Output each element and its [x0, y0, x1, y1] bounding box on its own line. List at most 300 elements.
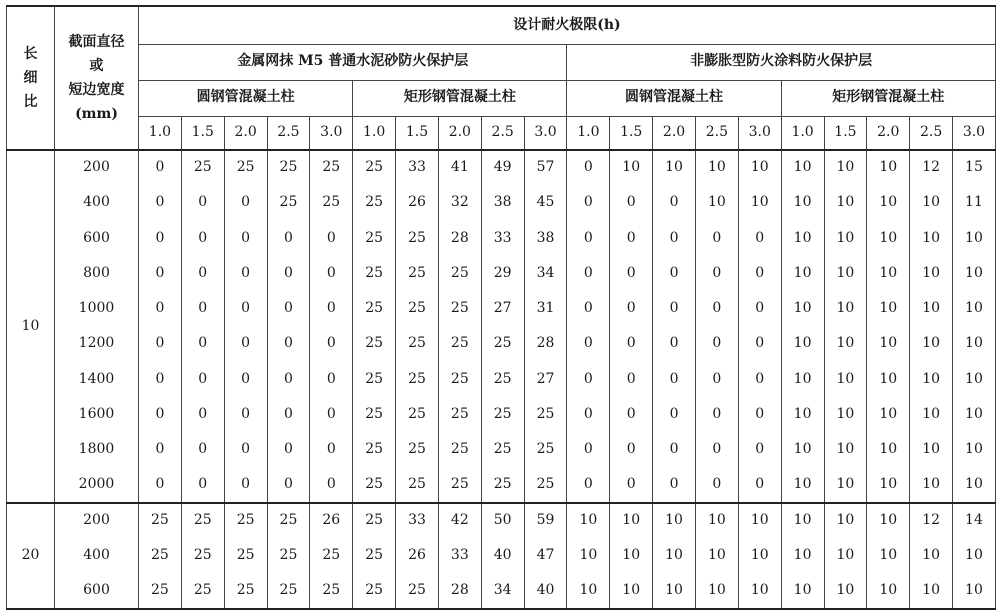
- thickness-cell: 0: [567, 185, 610, 220]
- thickness-cell: 0: [567, 291, 610, 326]
- thickness-cell: 10: [781, 397, 824, 432]
- thickness-cell: 0: [653, 256, 696, 291]
- thickness-cell: 10: [653, 150, 696, 185]
- thickness-cell: 25: [353, 503, 396, 538]
- thickness-cell: 0: [310, 291, 353, 326]
- thickness-cell: 25: [396, 362, 439, 397]
- thickness-cell: 10: [781, 291, 824, 326]
- thickness-cell: 0: [139, 432, 182, 467]
- fire-hour-header: 3.0: [524, 116, 567, 150]
- thickness-cell: 0: [224, 468, 267, 503]
- thickness-cell: 25: [310, 538, 353, 573]
- thickness-cell: 32: [438, 185, 481, 220]
- thickness-cell: 10: [653, 503, 696, 538]
- thickness-cell: 0: [653, 291, 696, 326]
- thickness-cell: 15: [953, 150, 996, 185]
- thickness-cell: 50: [481, 503, 524, 538]
- thickness-cell: 0: [139, 468, 182, 503]
- thickness-cell: 0: [181, 468, 224, 503]
- thickness-cell: 0: [567, 150, 610, 185]
- thickness-cell: 0: [695, 397, 738, 432]
- thickness-cell: 10: [910, 291, 953, 326]
- thickness-cell: 10: [781, 503, 824, 538]
- thickness-cell: 0: [224, 397, 267, 432]
- thickness-cell: 0: [738, 291, 781, 326]
- thickness-cell: 10: [738, 150, 781, 185]
- thickness-cell: 0: [610, 432, 653, 467]
- fire-hour-header: 2.5: [910, 116, 953, 150]
- thickness-cell: 10: [867, 432, 910, 467]
- thickness-cell: 25: [396, 574, 439, 609]
- thickness-cell: 0: [610, 468, 653, 503]
- thickness-cell: 0: [738, 468, 781, 503]
- thickness-cell: 25: [396, 432, 439, 467]
- thickness-cell: 25: [438, 256, 481, 291]
- table-row: [7, 468, 996, 503]
- thickness-cell: 10: [910, 397, 953, 432]
- thickness-cell: 25: [438, 326, 481, 361]
- fire-hour-header: 1.5: [824, 116, 867, 150]
- thickness-cell: 0: [224, 362, 267, 397]
- fire-hour-header: 2.0: [653, 116, 696, 150]
- thickness-cell: 0: [267, 291, 310, 326]
- thickness-cell: 25: [267, 538, 310, 573]
- thickness-cell: 10: [824, 432, 867, 467]
- thickness-cell: 0: [267, 326, 310, 361]
- thickness-cell: 10: [867, 291, 910, 326]
- thickness-cell: 0: [139, 221, 182, 256]
- thickness-cell: 0: [181, 326, 224, 361]
- thickness-cell: 10: [867, 256, 910, 291]
- thickness-cell: 10: [910, 256, 953, 291]
- thickness-cell: 0: [310, 221, 353, 256]
- thickness-cell: 10: [781, 326, 824, 361]
- thickness-cell: 10: [953, 362, 996, 397]
- thickness-cell: 10: [910, 326, 953, 361]
- thickness-cell: 10: [781, 256, 824, 291]
- thickness-cell: 26: [396, 185, 439, 220]
- thickness-cell: 10: [738, 185, 781, 220]
- round-column-header: 圆钢管混凝土柱: [567, 80, 781, 116]
- thickness-cell: 10: [695, 538, 738, 573]
- thickness-cell: 25: [224, 503, 267, 538]
- thickness-cell: 25: [267, 185, 310, 220]
- fire-hour-header: 1.5: [181, 116, 224, 150]
- thickness-cell: 0: [139, 326, 182, 361]
- thickness-cell: 0: [695, 221, 738, 256]
- thickness-cell: 25: [139, 503, 182, 538]
- thickness-cell: 14: [953, 503, 996, 538]
- thickness-cell: 10: [567, 574, 610, 609]
- thickness-cell: 0: [567, 256, 610, 291]
- thickness-cell: 0: [653, 397, 696, 432]
- thickness-cell: 25: [353, 574, 396, 609]
- thickness-cell: 0: [267, 397, 310, 432]
- thickness-cell: 0: [181, 432, 224, 467]
- thickness-cell: 10: [867, 503, 910, 538]
- thickness-cell: 0: [224, 256, 267, 291]
- thickness-cell: 10: [910, 221, 953, 256]
- thickness-cell: 10: [781, 574, 824, 609]
- thickness-cell: 25: [438, 468, 481, 503]
- thickness-cell: 10: [910, 574, 953, 609]
- thickness-cell: 25: [353, 256, 396, 291]
- fire-hour-header: 2.0: [867, 116, 910, 150]
- thickness-cell: 10: [653, 574, 696, 609]
- thickness-cell: 33: [396, 503, 439, 538]
- thickness-cell: 25: [224, 574, 267, 609]
- thickness-cell: 25: [481, 362, 524, 397]
- thickness-cell: 25: [524, 432, 567, 467]
- thickness-cell: 25: [524, 468, 567, 503]
- thickness-cell: 25: [481, 432, 524, 467]
- thickness-cell: 0: [738, 397, 781, 432]
- thickness-cell: 10: [610, 574, 653, 609]
- rect-column-header: 矩形钢管混凝土柱: [353, 80, 567, 116]
- thickness-cell: 25: [224, 538, 267, 573]
- thickness-cell: 10: [695, 150, 738, 185]
- thickness-cell: 0: [181, 397, 224, 432]
- thickness-cell: 10: [824, 291, 867, 326]
- thickness-cell: 26: [396, 538, 439, 573]
- fire-hour-header: 2.0: [224, 116, 267, 150]
- thickness-cell: 0: [310, 256, 353, 291]
- thickness-cell: 0: [310, 432, 353, 467]
- thickness-cell: 10: [910, 362, 953, 397]
- table-row: [7, 574, 996, 609]
- thickness-cell: 10: [910, 185, 953, 220]
- table-row: [7, 503, 996, 538]
- thickness-cell: 26: [310, 503, 353, 538]
- thickness-cell: 25: [353, 326, 396, 361]
- thickness-cell: 10: [867, 538, 910, 573]
- thickness-cell: 27: [524, 362, 567, 397]
- thickness-cell: 0: [610, 326, 653, 361]
- thickness-cell: 0: [695, 362, 738, 397]
- thickness-cell: 0: [139, 150, 182, 185]
- thickness-cell: 0: [738, 362, 781, 397]
- thickness-cell: 25: [224, 150, 267, 185]
- thickness-cell: 10: [867, 150, 910, 185]
- thickness-cell: 0: [610, 221, 653, 256]
- thickness-cell: 0: [310, 326, 353, 361]
- thickness-cell: 10: [781, 150, 824, 185]
- thickness-cell: 10: [953, 432, 996, 467]
- thickness-cell: 10: [910, 468, 953, 503]
- thickness-cell: 28: [524, 326, 567, 361]
- thickness-cell: 0: [653, 185, 696, 220]
- thickness-cell: 25: [438, 397, 481, 432]
- thickness-cell: 0: [181, 362, 224, 397]
- thickness-cell: 10: [738, 574, 781, 609]
- thickness-cell: 25: [353, 221, 396, 256]
- group-b-header: 非膨胀型防火涂料防火保护层: [567, 44, 995, 80]
- thickness-cell: 0: [181, 291, 224, 326]
- fire-hour-header: 2.5: [481, 116, 524, 150]
- thickness-cell: 10: [867, 185, 910, 220]
- fire-hour-header: 3.0: [738, 116, 781, 150]
- thickness-cell: 0: [267, 468, 310, 503]
- dimension-value: 1000: [55, 291, 139, 326]
- dimension-value: 400: [55, 538, 139, 573]
- round-column-header: 圆钢管混凝土柱: [139, 80, 353, 116]
- thickness-cell: 25: [353, 468, 396, 503]
- thickness-cell: 10: [567, 538, 610, 573]
- dimension-value: 600: [55, 574, 139, 609]
- thickness-cell: 10: [610, 538, 653, 573]
- thickness-cell: 0: [567, 221, 610, 256]
- thickness-cell: 10: [824, 397, 867, 432]
- thickness-cell: 10: [867, 362, 910, 397]
- thickness-cell: 57: [524, 150, 567, 185]
- thickness-cell: 0: [567, 468, 610, 503]
- thickness-cell: 10: [567, 503, 610, 538]
- dimension-value: 600: [55, 221, 139, 256]
- thickness-cell: 25: [353, 362, 396, 397]
- thickness-cell: 10: [953, 221, 996, 256]
- thickness-cell: 10: [695, 574, 738, 609]
- thickness-cell: 0: [738, 432, 781, 467]
- thickness-cell: 12: [910, 150, 953, 185]
- fire-hour-header: 2.5: [267, 116, 310, 150]
- thickness-cell: 25: [353, 291, 396, 326]
- thickness-cell: 0: [610, 362, 653, 397]
- thickness-cell: 25: [353, 397, 396, 432]
- thickness-cell: 25: [139, 574, 182, 609]
- fire-hour-header: 1.5: [610, 116, 653, 150]
- thickness-cell: 0: [181, 185, 224, 220]
- table-row: [7, 256, 996, 291]
- dimension-value: 200: [55, 150, 139, 185]
- thickness-cell: 25: [396, 291, 439, 326]
- thickness-cell: 31: [524, 291, 567, 326]
- thickness-cell: 10: [953, 538, 996, 573]
- thickness-cell: 0: [139, 362, 182, 397]
- thickness-cell: 10: [781, 362, 824, 397]
- thickness-cell: 29: [481, 256, 524, 291]
- thickness-cell: 0: [695, 256, 738, 291]
- thickness-cell: 25: [438, 362, 481, 397]
- thickness-cell: 10: [953, 397, 996, 432]
- table-row: [7, 326, 996, 361]
- thickness-cell: 10: [953, 326, 996, 361]
- slenderness-header-char: 长: [23, 46, 38, 62]
- thickness-cell: 10: [867, 397, 910, 432]
- thickness-cell: 0: [267, 362, 310, 397]
- thickness-cell: 0: [653, 468, 696, 503]
- thickness-cell: 10: [781, 185, 824, 220]
- thickness-cell: 25: [310, 150, 353, 185]
- thickness-cell: 25: [396, 221, 439, 256]
- thickness-cell: 25: [353, 150, 396, 185]
- thickness-cell: 10: [953, 574, 996, 609]
- thickness-cell: 25: [524, 397, 567, 432]
- dimension-header-line: 或: [89, 58, 104, 74]
- thickness-cell: 49: [481, 150, 524, 185]
- thickness-cell: 25: [396, 468, 439, 503]
- thickness-cell: 0: [310, 397, 353, 432]
- table-row: [7, 185, 996, 220]
- dimension-header-line: 短边宽度: [68, 82, 125, 98]
- thickness-cell: 25: [267, 150, 310, 185]
- dimension-value: 400: [55, 185, 139, 220]
- thickness-cell: 0: [224, 185, 267, 220]
- thickness-cell: 40: [481, 538, 524, 573]
- thickness-cell: 10: [953, 468, 996, 503]
- thickness-cell: 12: [910, 503, 953, 538]
- thickness-cell: 25: [181, 503, 224, 538]
- thickness-cell: 25: [438, 291, 481, 326]
- thickness-cell: 0: [224, 221, 267, 256]
- thickness-cell: 41: [438, 150, 481, 185]
- fire-hour-header: 1.0: [567, 116, 610, 150]
- thickness-cell: 0: [653, 432, 696, 467]
- thickness-cell: 0: [310, 468, 353, 503]
- dimension-value: 1200: [55, 326, 139, 361]
- thickness-cell: 25: [396, 326, 439, 361]
- thickness-cell: 0: [181, 256, 224, 291]
- thickness-cell: 10: [781, 468, 824, 503]
- thickness-cell: 25: [353, 538, 396, 573]
- thickness-cell: 10: [867, 468, 910, 503]
- slenderness-value: 10: [7, 150, 55, 503]
- thickness-cell: 25: [396, 397, 439, 432]
- fire-hour-header: 1.0: [139, 116, 182, 150]
- dimension-header: [55, 6, 139, 150]
- slenderness-header: [7, 6, 55, 150]
- table-row: [7, 538, 996, 573]
- thickness-cell: 10: [610, 150, 653, 185]
- thickness-cell: 25: [353, 185, 396, 220]
- table-body: [7, 150, 996, 609]
- thickness-cell: 0: [738, 256, 781, 291]
- dimension-value: 800: [55, 256, 139, 291]
- dimension-value: 1400: [55, 362, 139, 397]
- fire-hour-header: 2.5: [695, 116, 738, 150]
- slenderness-header-char: 比: [23, 94, 38, 110]
- thickness-cell: 25: [267, 574, 310, 609]
- thickness-cell: 10: [910, 432, 953, 467]
- thickness-cell: 10: [953, 256, 996, 291]
- thickness-cell: 25: [181, 574, 224, 609]
- thickness-cell: 10: [695, 503, 738, 538]
- thickness-cell: 28: [438, 221, 481, 256]
- group-a-header: 金属网抹 M5 普通水泥砂防火保护层: [139, 44, 567, 80]
- thickness-cell: 0: [267, 256, 310, 291]
- thickness-cell: 0: [610, 185, 653, 220]
- thickness-cell: 33: [396, 150, 439, 185]
- thickness-cell: 25: [481, 397, 524, 432]
- thickness-cell: 0: [610, 291, 653, 326]
- thickness-cell: 10: [824, 185, 867, 220]
- table-row: [7, 397, 996, 432]
- thickness-cell: 59: [524, 503, 567, 538]
- table-row: [7, 150, 996, 185]
- thickness-cell: 10: [738, 503, 781, 538]
- thickness-cell: 0: [224, 432, 267, 467]
- thickness-cell: 28: [438, 574, 481, 609]
- fire-hour-header: 1.0: [781, 116, 824, 150]
- thickness-cell: 0: [738, 326, 781, 361]
- thickness-cell: 0: [224, 326, 267, 361]
- thickness-cell: 10: [824, 362, 867, 397]
- thickness-cell: 10: [824, 221, 867, 256]
- slenderness-header-char: 细: [23, 70, 38, 86]
- thickness-cell: 10: [867, 574, 910, 609]
- thickness-cell: 10: [781, 538, 824, 573]
- thickness-cell: 25: [438, 432, 481, 467]
- thickness-cell: 0: [695, 291, 738, 326]
- thickness-cell: 10: [695, 185, 738, 220]
- thickness-cell: 25: [481, 468, 524, 503]
- slenderness-value: 20: [7, 503, 55, 609]
- thickness-cell: 10: [824, 326, 867, 361]
- thickness-cell: 0: [653, 362, 696, 397]
- thickness-cell: 0: [310, 362, 353, 397]
- thickness-cell: 10: [738, 538, 781, 573]
- thickness-cell: 47: [524, 538, 567, 573]
- thickness-cell: 10: [824, 256, 867, 291]
- thickness-cell: 10: [867, 221, 910, 256]
- thickness-cell: 40: [524, 574, 567, 609]
- thickness-cell: 0: [695, 432, 738, 467]
- thickness-cell: 0: [267, 432, 310, 467]
- thickness-cell: 25: [181, 538, 224, 573]
- fire-hour-header: 1.5: [396, 116, 439, 150]
- thickness-cell: 38: [524, 221, 567, 256]
- thickness-cell: 34: [481, 574, 524, 609]
- thickness-cell: 10: [824, 503, 867, 538]
- thickness-cell: 25: [267, 503, 310, 538]
- thickness-cell: 0: [139, 291, 182, 326]
- dimension-header-line: (mm): [75, 106, 118, 122]
- thickness-cell: 0: [695, 468, 738, 503]
- thickness-cell: 10: [824, 468, 867, 503]
- thickness-cell: 0: [610, 397, 653, 432]
- dimension-value: 2000: [55, 468, 139, 503]
- fire-hour-header: 2.0: [438, 116, 481, 150]
- dimension-value: 200: [55, 503, 139, 538]
- thickness-cell: 0: [224, 291, 267, 326]
- thickness-cell: 10: [867, 326, 910, 361]
- fire-hour-header: 3.0: [310, 116, 353, 150]
- thickness-cell: 0: [139, 397, 182, 432]
- thickness-cell: 25: [481, 326, 524, 361]
- thickness-cell: 38: [481, 185, 524, 220]
- table-row: [7, 362, 996, 397]
- thickness-cell: 0: [653, 221, 696, 256]
- thickness-cell: 27: [481, 291, 524, 326]
- rect-column-header: 矩形钢管混凝土柱: [781, 80, 995, 116]
- thickness-cell: 10: [610, 503, 653, 538]
- dimension-value: 1600: [55, 397, 139, 432]
- dimension-header-line: 截面直径: [68, 34, 125, 50]
- thickness-cell: 0: [567, 326, 610, 361]
- thickness-cell: 25: [310, 185, 353, 220]
- fire-protection-thickness-table: [6, 5, 996, 610]
- thickness-cell: 10: [953, 291, 996, 326]
- thickness-cell: 10: [910, 538, 953, 573]
- table-row: [7, 291, 996, 326]
- dimension-value: 1800: [55, 432, 139, 467]
- thickness-cell: 0: [653, 326, 696, 361]
- thickness-cell: 34: [524, 256, 567, 291]
- thickness-cell: 10: [781, 221, 824, 256]
- thickness-cell: 0: [139, 256, 182, 291]
- thickness-cell: 0: [695, 326, 738, 361]
- table-row: [7, 432, 996, 467]
- thickness-cell: 0: [139, 185, 182, 220]
